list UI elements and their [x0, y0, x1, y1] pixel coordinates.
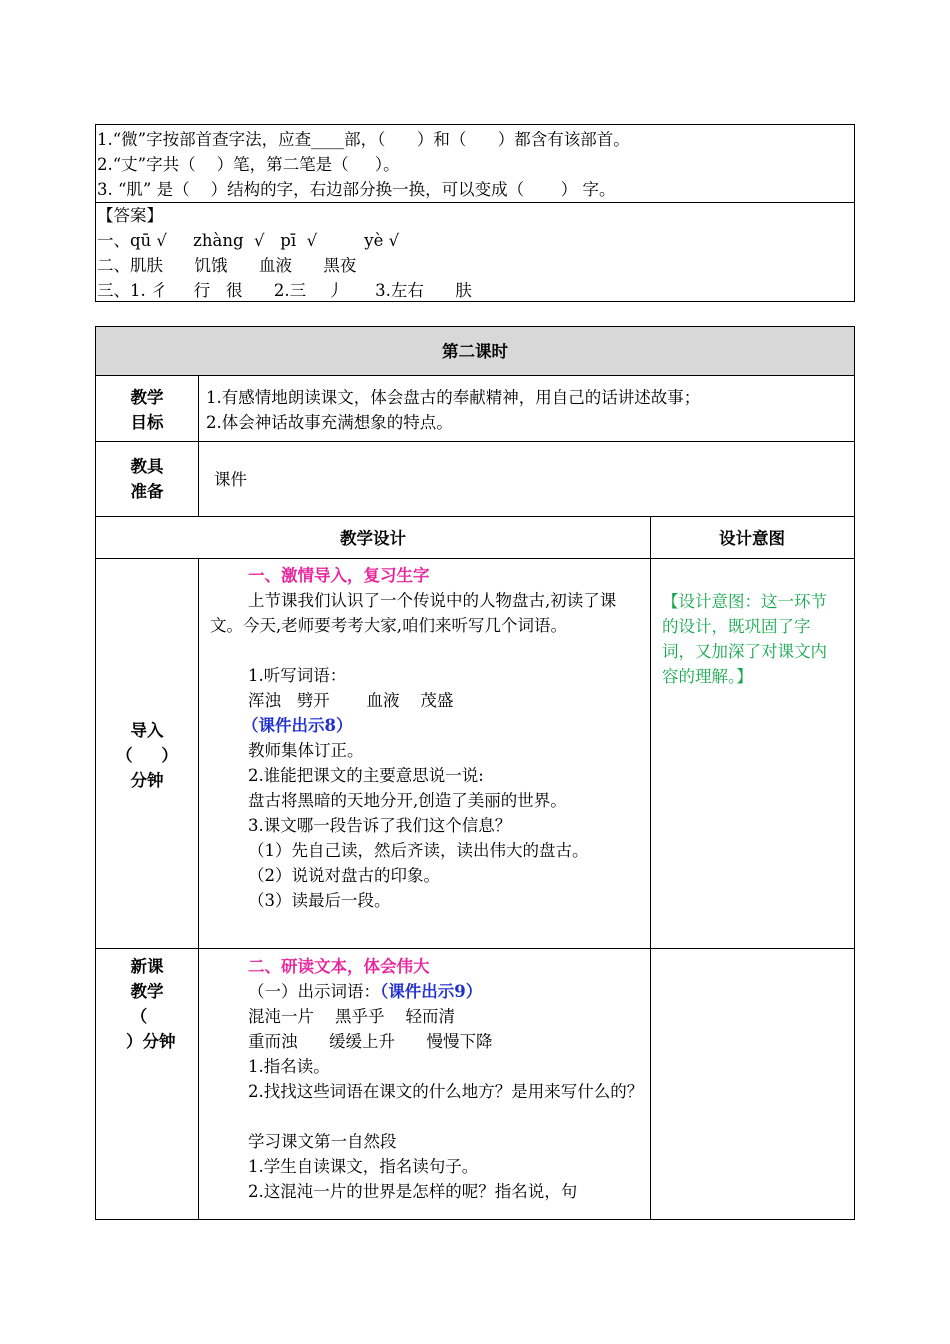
intro-heading: 一、激情导入，复习生字	[248, 566, 430, 585]
new-line: 学习课文第一自然段	[248, 1132, 397, 1151]
divider	[96, 441, 854, 442]
answer-label: 【答案】	[97, 206, 163, 225]
courseware-note: （课件出示8）	[242, 716, 353, 735]
col-intent: 设计意图	[719, 529, 785, 548]
intro-line: （2）说说对盘古的印象。	[248, 866, 440, 885]
divider	[96, 516, 854, 517]
prep-value: 课件	[214, 470, 247, 489]
intro-line: 教师集体订正。	[248, 741, 364, 760]
intro-label-2: （ ）	[116, 746, 178, 765]
new-label-1: 新课	[130, 957, 164, 976]
goal-1: 1.有感情地朗读课文，体会盘古的奉献精神，用自己的话讲述故事；	[206, 388, 701, 407]
new-line: 1.指名读。	[248, 1057, 330, 1076]
intro-line: 3.课文哪一段告诉了我们这个信息？	[248, 816, 512, 835]
intro-line: （3）读最后一段。	[248, 891, 391, 910]
intro-line: 1.听写词语：	[248, 666, 347, 685]
question-1: 1.“微”字按部首查字法，应查____部，（ ）和（ ）都含有该部首。	[97, 130, 630, 149]
intro-paragraph: 上节课我们认识了一个传说中的人物盘古,初读了课文。今天,老师要考考大家,咱们来听写几个词语。	[210, 591, 617, 635]
new-line	[248, 979, 482, 1004]
intro-line: （1）先自己读，然后齐读，读出伟大的盘古。	[248, 841, 589, 860]
new-line: 重而浊 缓缓上升 慢慢下降	[248, 1032, 493, 1051]
new-paragraph: 2.找找这些词语在课文的什么地方？是用来写什么的？	[248, 1082, 644, 1101]
new-line: 1.学生自读课文，指名读句子。	[248, 1157, 479, 1176]
lesson-header	[96, 327, 854, 376]
new-label-4: ）分钟	[126, 1032, 176, 1051]
intro-intent: 【设计意图：这一环节的设计，既巩固了字词，又加深了对课文内容的理解。】	[662, 592, 827, 686]
goals-label-1: 教学	[130, 388, 164, 407]
intro-line: 盘古将黑暗的天地分开,创造了美丽的世界。	[248, 791, 567, 810]
question-3: 3. “肌” 是（ ）结构的字，右边部分换一换，可以变成（ ） 字。	[97, 180, 616, 199]
new-line: 2.这混沌一片的世界是怎样的呢？指名说，句	[248, 1182, 578, 1201]
prep-label-1: 教具	[130, 457, 164, 476]
new-line: 混沌一片 黑乎乎 轻而清	[248, 1007, 455, 1026]
answer-1: 一、qū √ zhàng √ pī √ yè √	[97, 231, 400, 250]
lesson-title: 第二课时	[442, 342, 508, 361]
divider	[96, 202, 854, 203]
answer-3: 三、1. 彳 行 很 2.三 丿 3.左右 肤	[97, 281, 472, 300]
lesson-table	[95, 326, 855, 1220]
divider	[650, 516, 651, 1219]
divider	[198, 558, 199, 1219]
courseware-note: （课件出示9）	[380, 982, 483, 1001]
intro-label-3: 分钟	[130, 771, 164, 790]
intro-line: 浑浊 劈开 血液 茂盛	[248, 691, 454, 710]
goal-2: 2.体会神话故事充满想象的特点。	[206, 413, 453, 432]
intro-label-1: 导入	[130, 721, 164, 740]
new-label-3: （	[130, 1007, 148, 1026]
new-heading: 二、研读文本，体会伟大	[248, 957, 430, 976]
goals-label-2: 目标	[130, 413, 164, 432]
new-label-2: 教学	[130, 982, 164, 1001]
divider	[96, 948, 854, 949]
col-design: 教学设计	[340, 529, 406, 548]
prep-label-2: 准备	[130, 482, 164, 501]
question-2: 2.“丈”字共（ ）笔，第二笔是（ ）。	[97, 155, 400, 174]
divider	[96, 558, 854, 559]
new-line-text: （一）出示词语：	[248, 982, 380, 1001]
intro-line: 2.谁能把课文的主要意思说一说:	[248, 766, 484, 785]
exercise-box	[95, 124, 855, 302]
answer-2: 二、肌肤 饥饿 血液 黑夜	[97, 256, 357, 275]
divider	[198, 375, 199, 517]
